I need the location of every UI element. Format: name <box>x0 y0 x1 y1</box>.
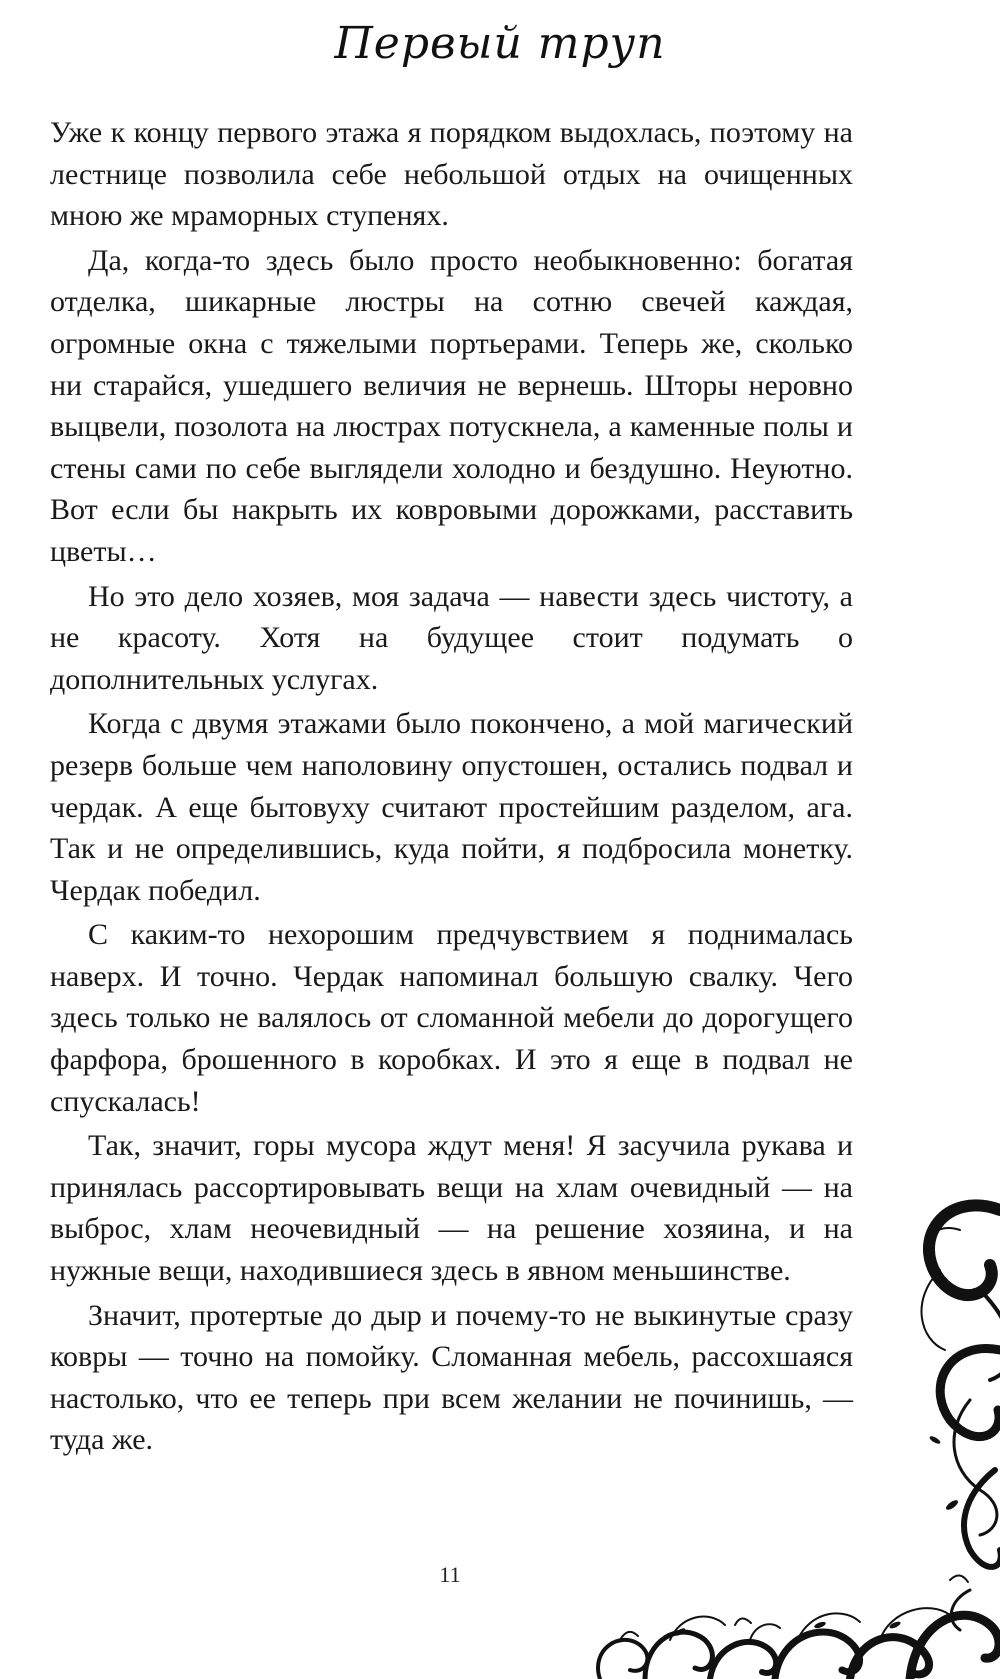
page-number: 11 <box>439 1562 461 1587</box>
paragraph: Так, значит, горы мусора ждут меня! Я засучила рукава и принялась рассортировывать вещи на хлам очевидный — на выброс, хлам неочевидный — на решение хозяина, и на нужные вещи, находившиеся здесь в явном меньшинстве. <box>50 1129 853 1288</box>
paragraph: С каким-то нехорошим предчувствием я поднималась наверх. И точно. Чердак напоминал большую свалку. Чего здесь только не валялось от сломанной мебели до дорогущего фарфора, брошенного в коробках. И это я еще в подвал не спускалась! <box>50 918 853 1118</box>
running-head-title: Первый труп <box>334 18 666 69</box>
paragraph: Когда с двумя этажами было покончено, а мой магический резерв больше чем наполовину опустошен, остались подвал и чердак. А еще бытовуху считают простейшим разделом, ага. Так и не определившись, куда пойти, я подбросила монетку. Чердак победил. <box>50 707 853 907</box>
swirl-ornament-icon <box>550 1170 1000 1679</box>
paragraph: Но это дело хозяев, моя задача — навести здесь чистоту, а не красоту. Хотя на будущее стоит подумать о дополнительных услугах. <box>50 579 853 696</box>
paragraph: Да, когда-то здесь было просто необыкновенно: богатая отделка, шикарные люстры на сотню свечей каждая, огромные окна с тяжелыми портьерами. Теперь же, сколько ни старайся, ушедшего величия не вернешь. Шторы неровно выцвели, позолота на люстрах потускнела, а каменные полы и стены сами по себе выглядели холодно и бездушно. Неуютно. Вот если бы накрыть их ковровыми дорожками, расставить цветы… <box>50 243 853 568</box>
paragraph: Значит, протертые до дыр и почему-то не выкинутые сразу ковры — точно на помойку. Сломанная мебель, рассохшаяся настолько, что ее теперь при всем желании не починишь, — туда же. <box>50 1298 853 1457</box>
paragraph: Уже к концу первого этажа я порядком выдохлась, поэтому на лестнице позволила себе небольшой отдых на очищенных мною же мраморных ступенях. <box>50 116 853 233</box>
